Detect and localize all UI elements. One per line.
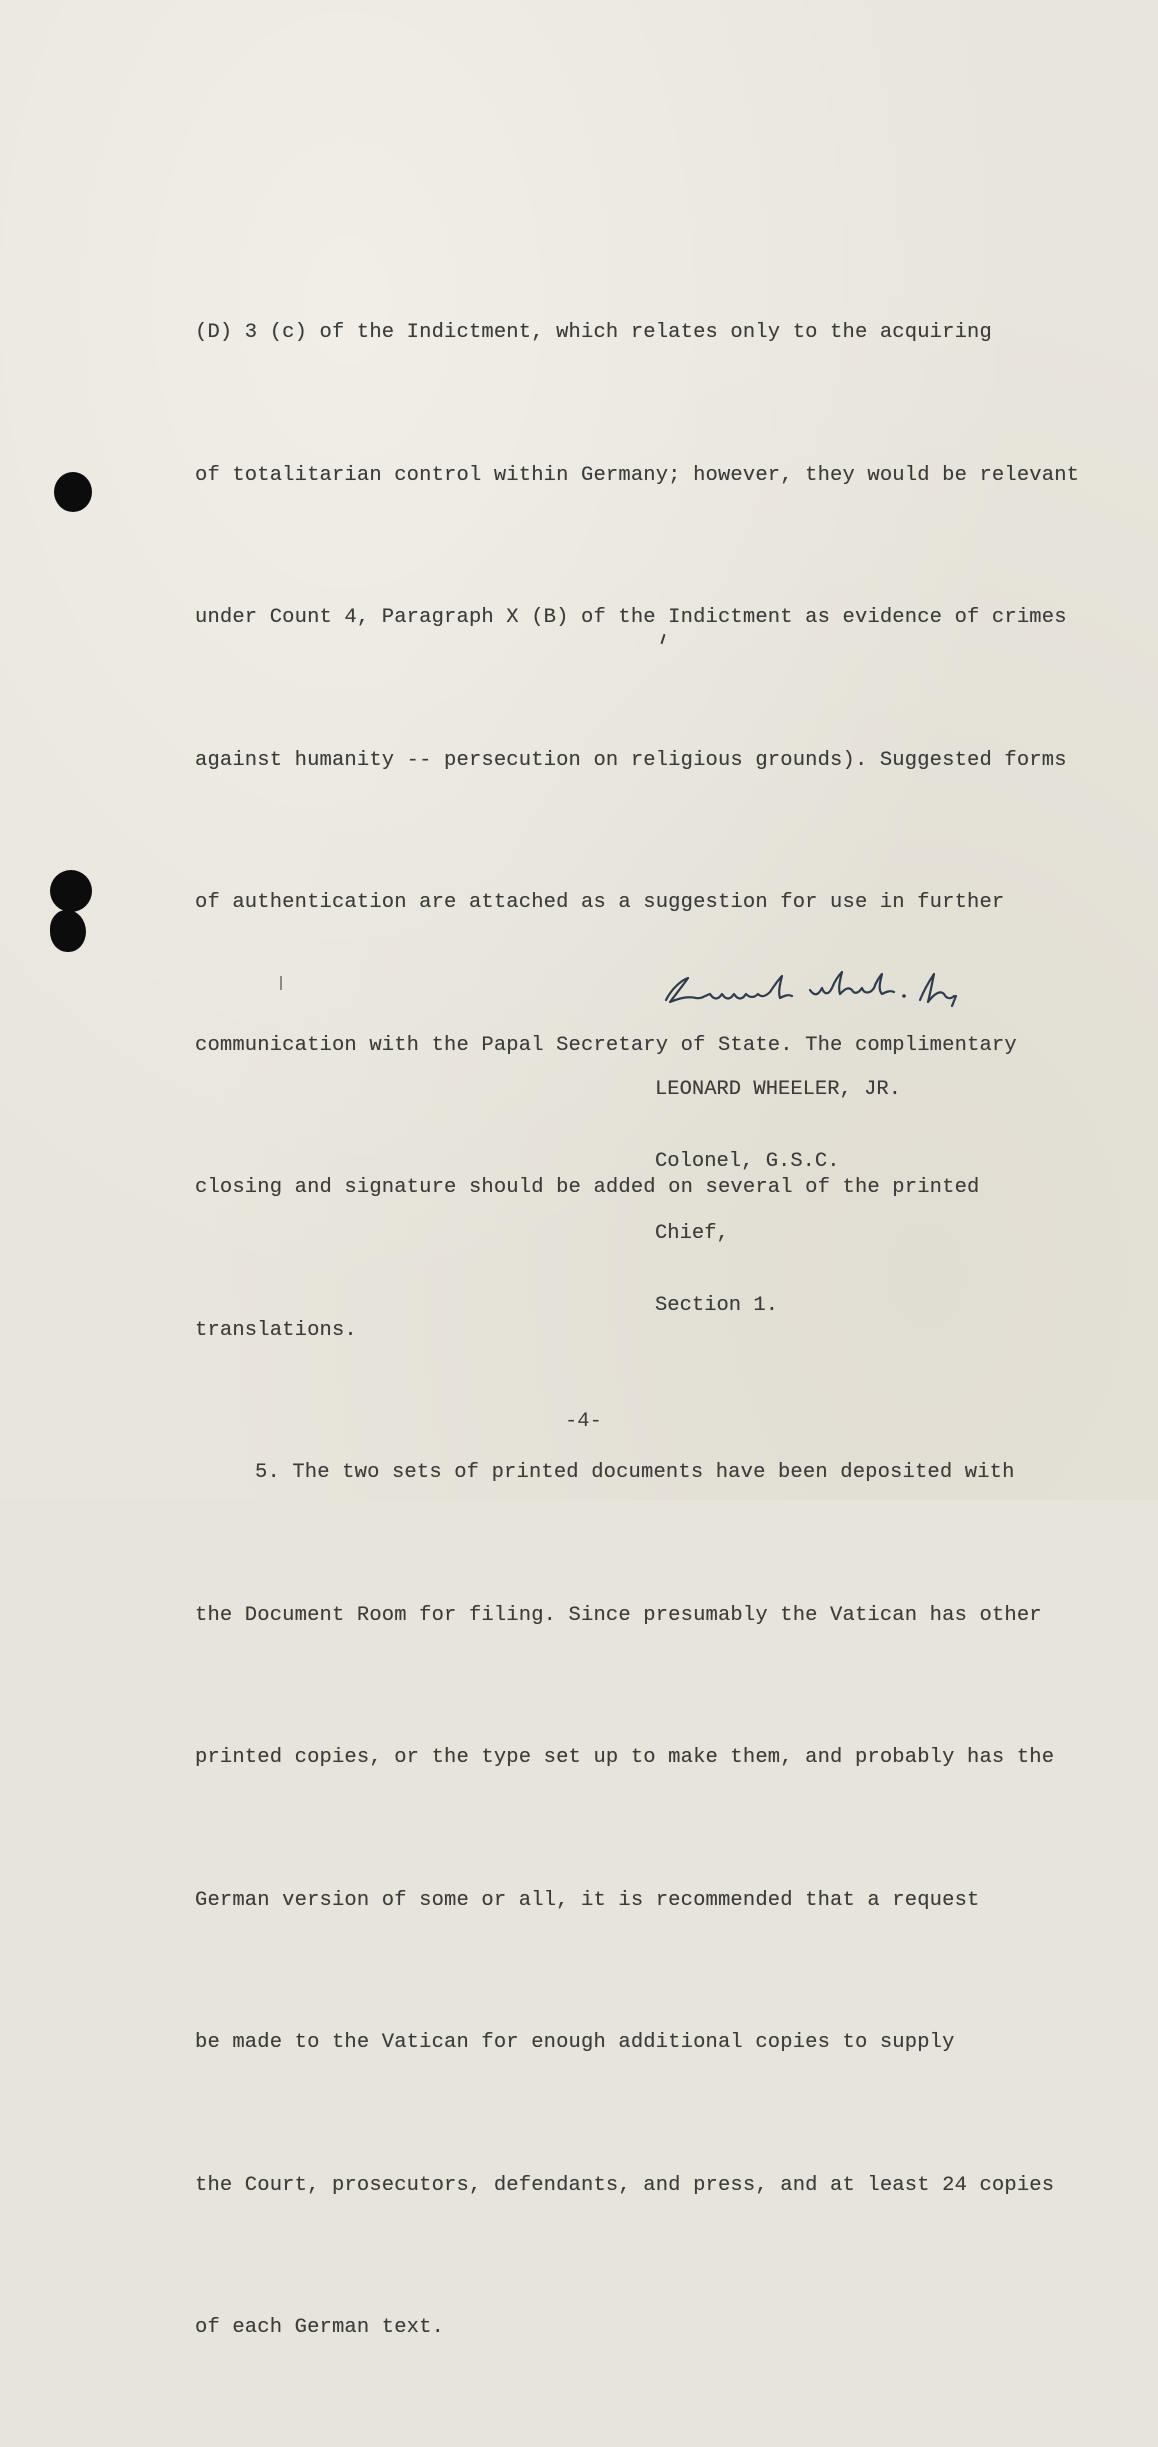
text-line: printed copies, or the type set up to make them, and probably has the — [195, 1746, 1055, 1769]
text-line: of totalitarian control within Germany; however, they would be relevant — [195, 463, 1080, 487]
body-text — [195, 214, 1080, 2447]
signatory-rank: Colonel, G.S.C. — [655, 1150, 840, 1173]
text-line: communication with the Papal Secretary of State. The complimentary — [195, 1033, 1017, 1057]
text-line: the Court, prosecutors, defendants, and press, and at least 24 copies — [195, 2173, 1055, 2197]
text-line: of authentication are attached as a suggestion for use in further — [195, 891, 1005, 914]
text-line: be made to the Vatican for enough additional copies to supply — [195, 2031, 955, 2054]
paper-speck — [280, 976, 282, 990]
punch-hole — [50, 870, 92, 912]
signatory-title: Chief, — [655, 1222, 729, 1245]
handwritten-signature — [658, 966, 968, 1016]
text-line: translations. — [195, 1318, 357, 1342]
text-line: the Document Room for filing. Since presumably the Vatican has other — [195, 1603, 1042, 1627]
signatory-unit: Section 1. — [655, 1294, 779, 1317]
text-line: of each German text. — [195, 2316, 445, 2339]
punch-hole — [50, 910, 86, 952]
text-line: under Count 4, Paragraph X (B) of the Indictment as evidence of crimes — [195, 606, 1067, 629]
text-line: 5. The two sets of printed documents have been deposited with — [255, 1461, 1015, 1484]
text-line: German version of some or all, it is recommended that a request — [195, 1888, 980, 1912]
page-number: -4- — [565, 1410, 602, 1433]
text-line: against humanity -- persecution on religious grounds). Suggested forms — [195, 748, 1067, 772]
punch-hole — [54, 472, 92, 512]
signature-block — [655, 1030, 901, 1366]
text-line: closing and signature should be added on several of the printed — [195, 1176, 980, 1199]
signatory-name: LEONARD WHEELER, JR. — [655, 1078, 902, 1101]
text-line: (D) 3 (c) of the Indictment, which relates only to the acquiring — [195, 321, 992, 344]
